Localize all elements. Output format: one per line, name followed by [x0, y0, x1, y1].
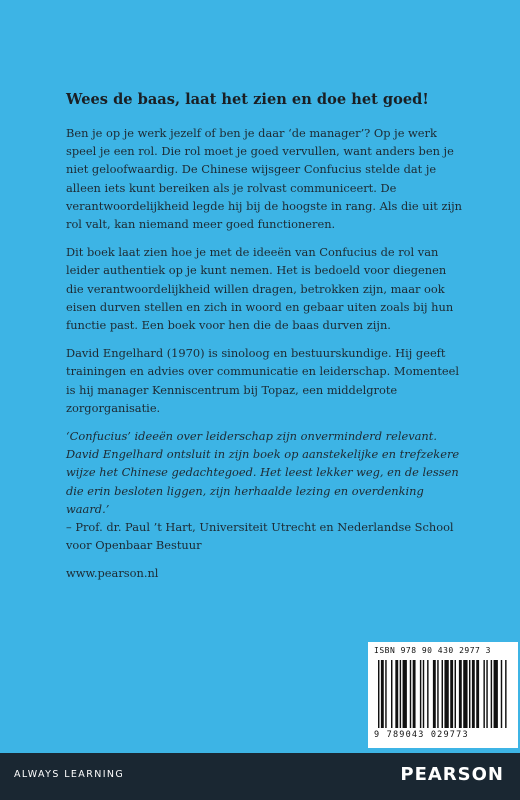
blurb-section — [66, 90, 466, 580]
barcode-panel — [368, 642, 518, 748]
publisher-footer — [0, 753, 520, 800]
publisher-tagline: ALWAYS LEARNING — [14, 769, 125, 780]
author-bio-paragraph: David Engelhard (1970) is sinoloog en bestuurskundige. Hij geeft trainingen en advies over communicatie en leiderschap. Momenteel is hij manager Kenniscentrum bij Topaz, een middelgrote zorgorganisatie. — [66, 346, 460, 415]
isbn-label: ISBN 978 90 430 2977 3 — [374, 646, 491, 655]
intro-paragraph: Ben je op je werk jezelf of ben je daar ‘de manager’? Op je werk speel je een rol. Die rol moet je goed vervullen, want anders ben je niet geloofwaardig. De Chinese wijsgeer Confucius stelde dat je alleen iets kunt bereiken als je rolvast communiceert. De verantwoordelijkheid legde hij bij de hoogste in rang. Als die uit zijn rol valt, kan niemand meer goed functioneren. — [66, 126, 462, 232]
publisher-url[interactable]: www.pearson.nl — [66, 566, 159, 581]
headline: Wees de baas, laat het zien en doe het goed! — [66, 91, 429, 108]
barcode-icon — [378, 660, 508, 728]
endorsement-attribution: – Prof. dr. Paul ’t Hart, Universiteit Utrecht en Nederlandse School voor Openbaar Bestuur — [66, 520, 454, 553]
endorsement-quote: ‘Confucius’ ideeën over leiderschap zijn onverminderd relevant. David Engelhard ontsluit in zijn boek op aanstekelijke en trefzekere wijze het Chinese gedachtegoed. Het leest lekker weg, en de lessen die erin besloten liggen, zijn herhaalde lezing en overdenking waard.’ — [66, 429, 460, 516]
publisher-logo: PEARSON — [400, 764, 504, 785]
barcode-digits: 9 789043 029773 — [374, 730, 469, 740]
purpose-paragraph: Dit boek laat zien hoe je met de ideeën van Confucius de rol van leider authentiek op je kunt nemen. Het is bedoeld voor diegenen die verantwoordelijkheid willen dragen, betrokken zijn, maar ook eisen durven stellen en zich in woord en gebaar uiten zoals bij hun functie past. Een boek voor hen die de baas durven zijn. — [66, 245, 454, 333]
